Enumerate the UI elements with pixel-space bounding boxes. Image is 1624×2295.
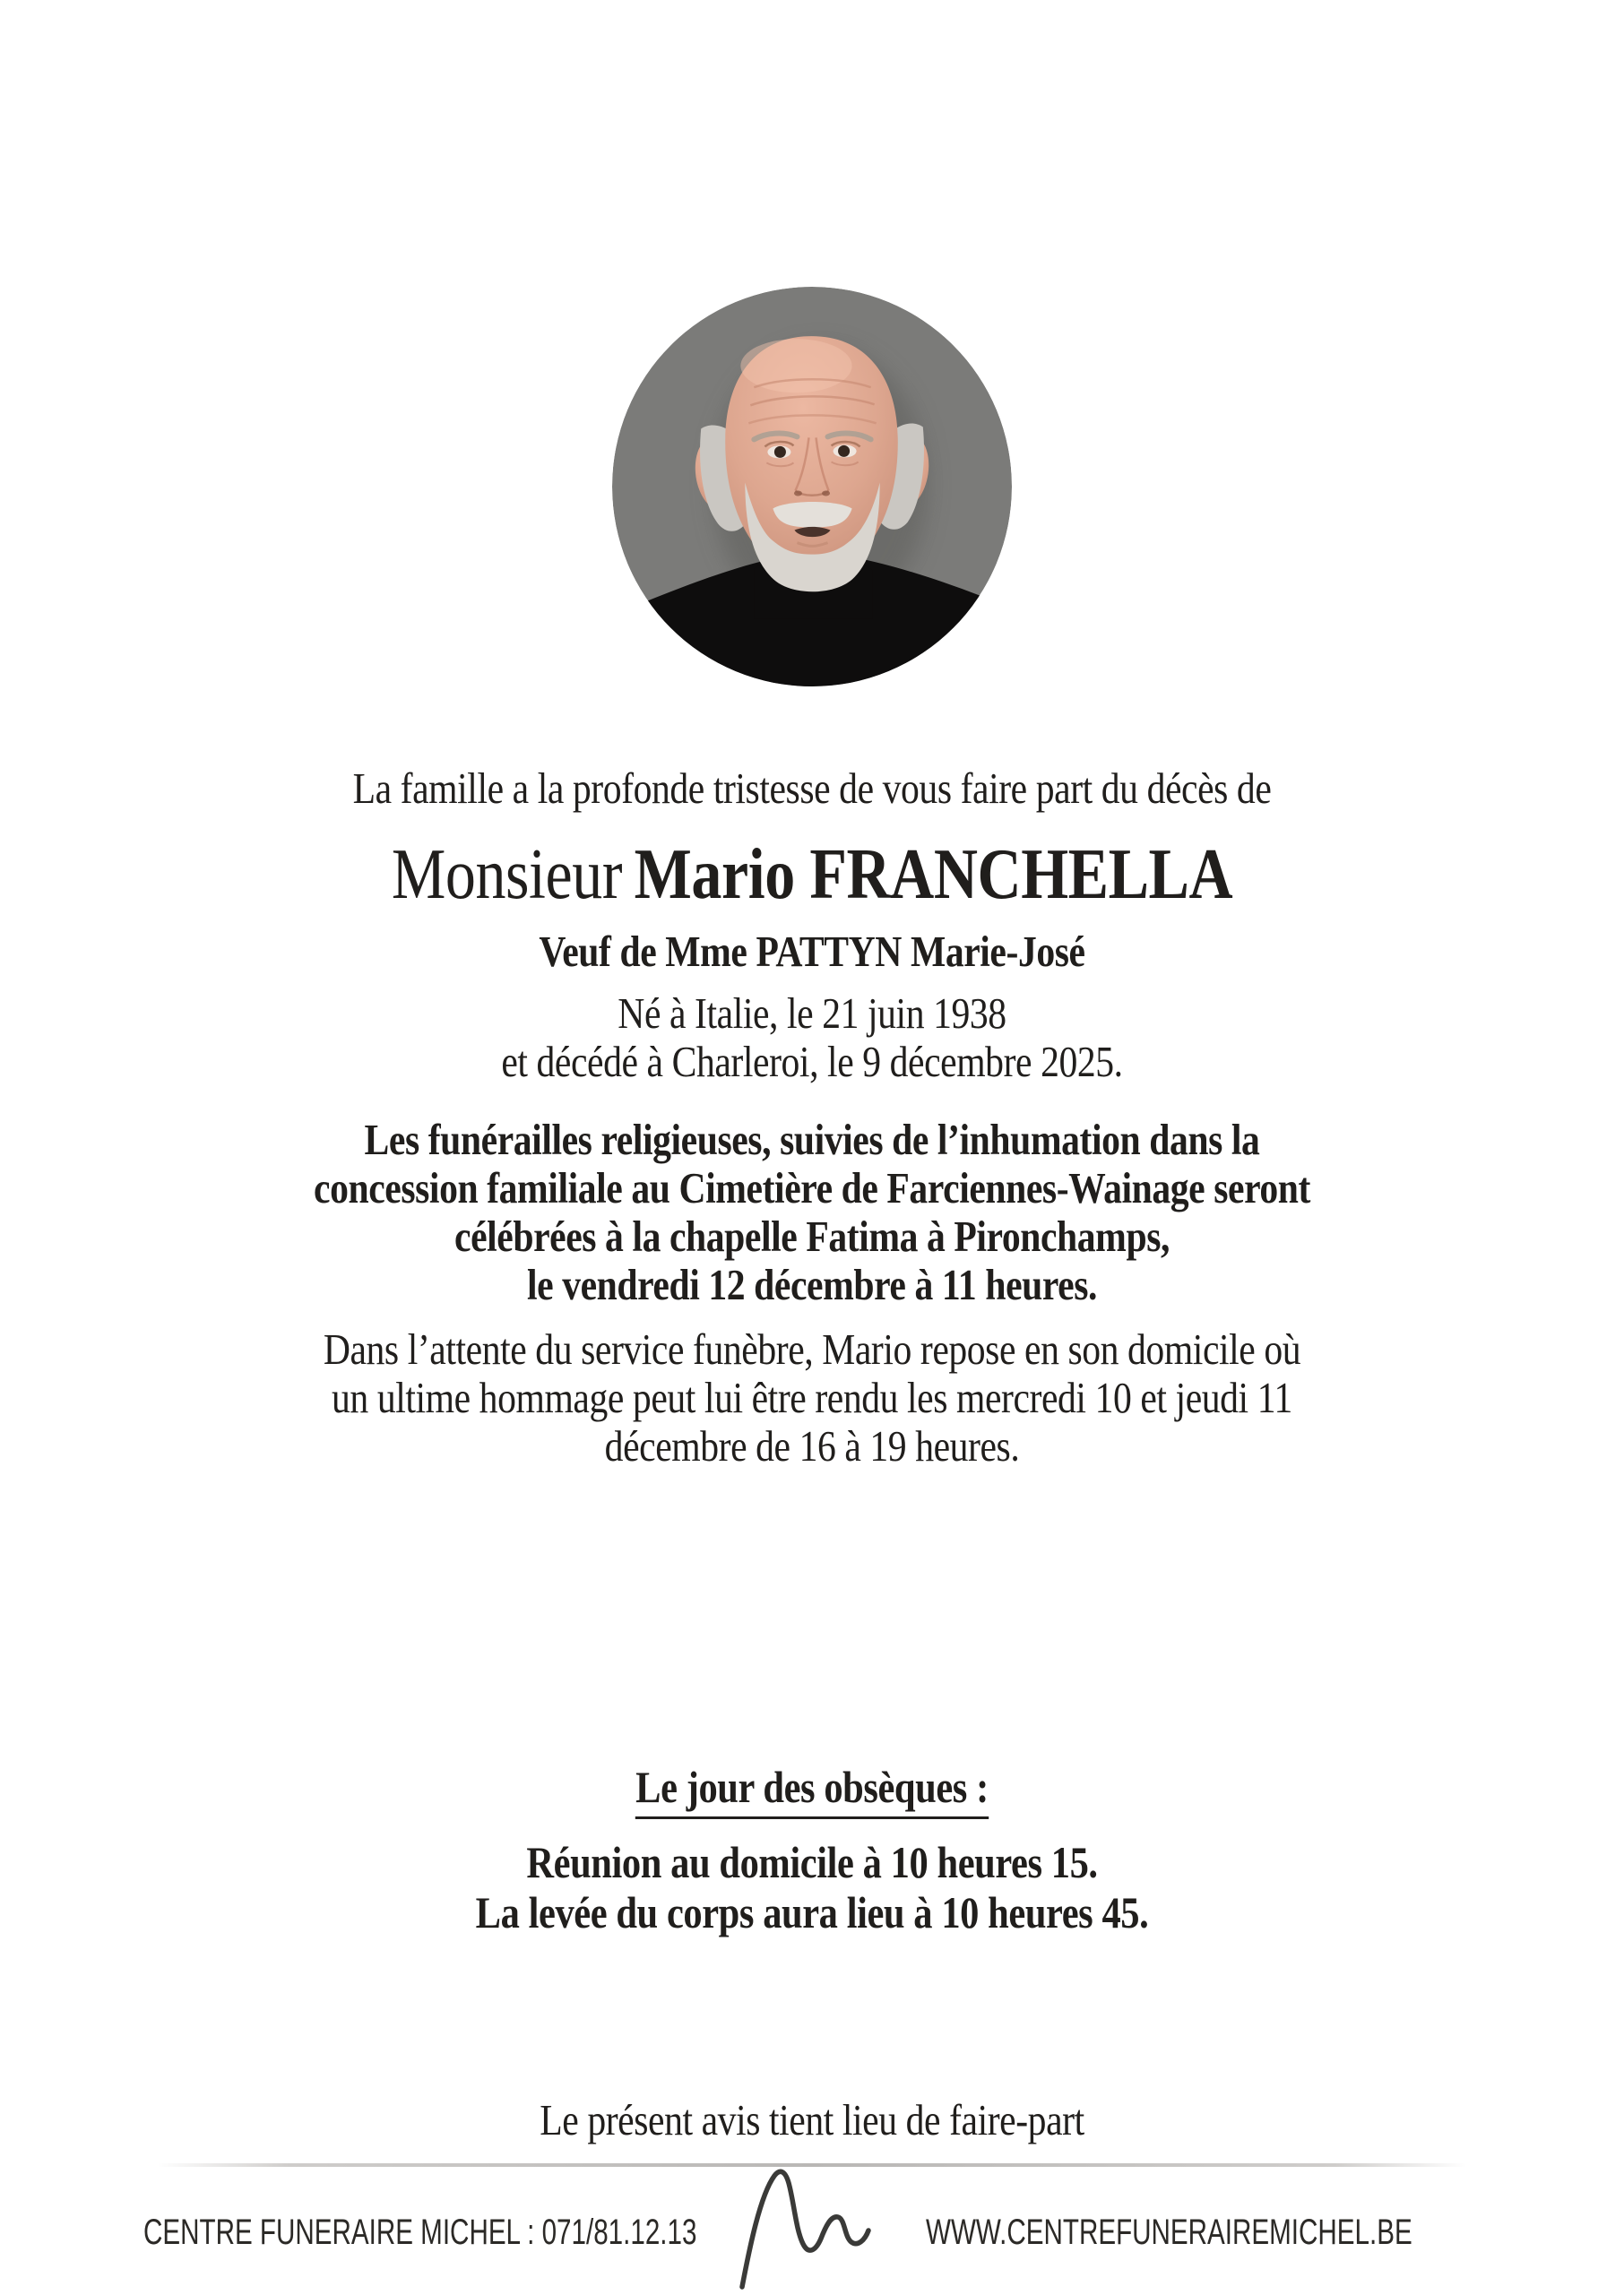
closing-notice: Le présent avis tient lieu de faire-part (540, 2095, 1084, 2144)
ceremony-time-line: Réunion au domicile à 10 heures 15. (526, 1837, 1098, 1887)
funeral-details (122, 1116, 1502, 1309)
m-signature-icon (733, 2163, 890, 2291)
portrait-illustration (612, 287, 1012, 686)
funeral-line: le vendredi 12 décembre à 11 heures. (526, 1260, 1098, 1309)
funeral-line: Les funérailles religieuses, suivies de l’inhumation dans la (364, 1115, 1260, 1164)
deceased-portrait-photo (612, 287, 1012, 686)
deceased-full-name: Mario FRANCHELLA (634, 835, 1233, 914)
deceased-title: Monsieur (391, 835, 623, 914)
funeral-home-website: WWW.CENTREFUNERAIREMICHEL.BE (926, 2213, 1412, 2252)
intro-text: La famille a la profonde tristesse de vous faire part du décès de (352, 764, 1272, 813)
repose-line: Dans l’attente du service funèbre, Mario repose en son domicile où (323, 1324, 1301, 1374)
funeral-line: célébrées à la chapelle Fatima à Pironchamps, (454, 1212, 1170, 1261)
repose-line: un ultime hommage peut lui être rendu les mercredi 10 et jeudi 11 (332, 1373, 1292, 1422)
vital-dates (122, 989, 1502, 1086)
death-line: et décédé à Charleroi, le 9 décembre 2025. (501, 1037, 1123, 1086)
repose-line: décembre de 16 à 19 heures. (604, 1421, 1020, 1471)
deceased-name-heading (122, 826, 1502, 923)
repose-details (122, 1325, 1502, 1471)
funeral-home-contact: CENTRE FUNERAIRE MICHEL : 071/81.12.13 (143, 2213, 697, 2252)
ceremony-time-line: La levée du corps aura lieu à 10 heures 45. (475, 1887, 1149, 1937)
relation-text: Veuf de Mme PATTYN Marie-José (539, 927, 1085, 976)
birth-line: Né à Italie, le 21 juin 1938 (618, 988, 1006, 1038)
ceremony-times (122, 1837, 1502, 1937)
ceremony-heading (122, 1758, 1502, 1816)
ceremony-heading-text: Le jour des obsèques : (635, 1762, 989, 1819)
funeral-line: concession familiale au Cimetière de Farciennes-Wainage seront (314, 1163, 1310, 1212)
